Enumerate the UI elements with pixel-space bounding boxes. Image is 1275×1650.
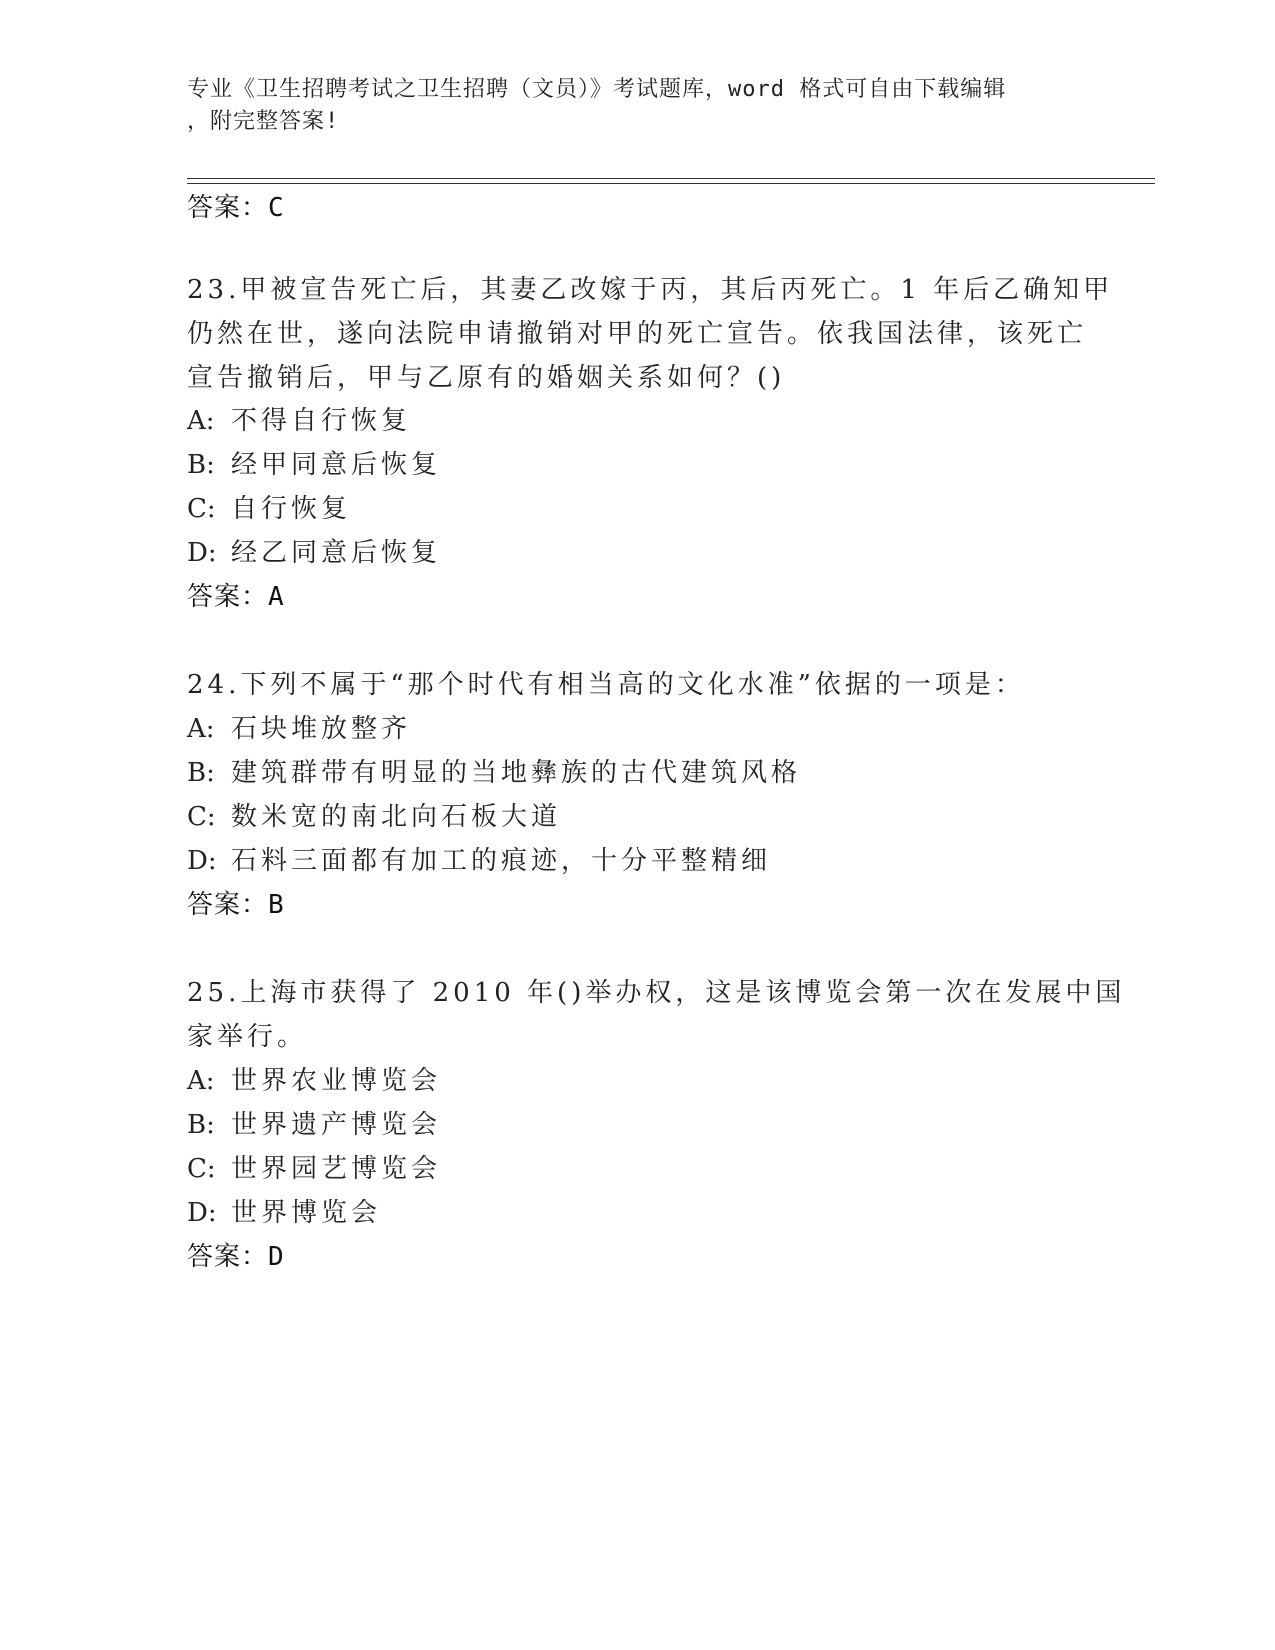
option-text: 经乙同意后恢复 <box>231 538 442 568</box>
header-line-1: 专业《卫生招聘考试之卫生招聘（文员）》考试题库，word 格式可自由下载编辑 <box>187 77 1007 102</box>
answer-label: 答案： <box>187 193 269 223</box>
question-25-option-c <box>187 1151 441 1187</box>
option-key: B: <box>187 758 215 788</box>
question-25-line-2: 家举行。 <box>187 1022 308 1052</box>
option-text: 世界遗产博览会 <box>231 1110 442 1140</box>
answer-value: D <box>268 1242 285 1272</box>
document-header <box>187 74 1087 138</box>
question-25-option-a <box>187 1063 441 1099</box>
answer-label: 答案： <box>187 890 269 920</box>
question-24-option-b <box>187 755 801 791</box>
option-key: A: <box>187 1066 215 1096</box>
option-text: 世界农业博览会 <box>231 1066 442 1096</box>
option-text: 经甲同意后恢复 <box>231 450 442 480</box>
question-25-option-d <box>187 1195 381 1231</box>
option-key: C: <box>187 494 216 524</box>
option-key: A: <box>187 406 215 436</box>
question-23-line-2: 仍然在世，遂向法院申请撤销对甲的死亡宣告。依我国法律，该死亡 <box>187 319 1088 349</box>
question-23-option-b <box>187 447 441 483</box>
answer-value: A <box>268 582 285 612</box>
option-key: B: <box>187 450 215 480</box>
question-25-option-b <box>187 1107 441 1143</box>
header-line-2: ，附完整答案! <box>187 109 340 134</box>
option-key: D: <box>187 846 217 876</box>
header-divider-top <box>187 178 1155 179</box>
question-25-line-1: 25.上海市获得了 2010 年()举办权，这是该博览会第一次在发展中国 <box>187 978 1126 1008</box>
option-text: 数米宽的南北向石板大道 <box>231 802 562 832</box>
option-key: B: <box>187 1110 215 1140</box>
option-text: 石块堆放整齐 <box>231 714 412 744</box>
option-text: 不得自行恢复 <box>231 406 412 436</box>
question-25-answer <box>187 1239 285 1275</box>
question-24-line-1: 24.下列不属于“那个时代有相当高的文化水准”依据的一项是： <box>187 670 1025 700</box>
question-23-option-d <box>187 535 441 571</box>
question-23-option-a <box>187 403 411 439</box>
option-key: C: <box>187 1154 216 1184</box>
question-23-answer <box>187 579 285 615</box>
answer-value: C <box>268 193 285 223</box>
answer-previous <box>187 190 285 226</box>
option-key: D: <box>187 1198 217 1228</box>
header-divider-bottom <box>187 183 1155 184</box>
answer-label: 答案： <box>187 1242 269 1272</box>
option-text: 自行恢复 <box>231 494 352 524</box>
option-text: 建筑群带有明显的当地彝族的古代建筑风格 <box>231 758 802 788</box>
option-text: 石料三面都有加工的痕迹，十分平整精细 <box>231 846 772 876</box>
question-24-option-c <box>187 799 561 835</box>
question-23-line-1: 23.甲被宣告死亡后，其妻乙改嫁于丙，其后丙死亡。1 年后乙确知甲 <box>187 275 1114 305</box>
question-24-option-d <box>187 843 771 879</box>
option-text: 世界博览会 <box>231 1198 382 1228</box>
option-text: 世界园艺博览会 <box>231 1154 442 1184</box>
option-key: C: <box>187 802 216 832</box>
question-24-answer <box>187 887 285 923</box>
option-key: D: <box>187 538 217 568</box>
option-key: A: <box>187 714 215 744</box>
question-24-option-a <box>187 711 411 747</box>
answer-label: 答案： <box>187 582 269 612</box>
answer-value: B <box>268 890 285 920</box>
question-23-line-3: 宣告撤销后，甲与乙原有的婚姻关系如何？() <box>187 363 786 393</box>
question-23-option-c <box>187 491 351 527</box>
